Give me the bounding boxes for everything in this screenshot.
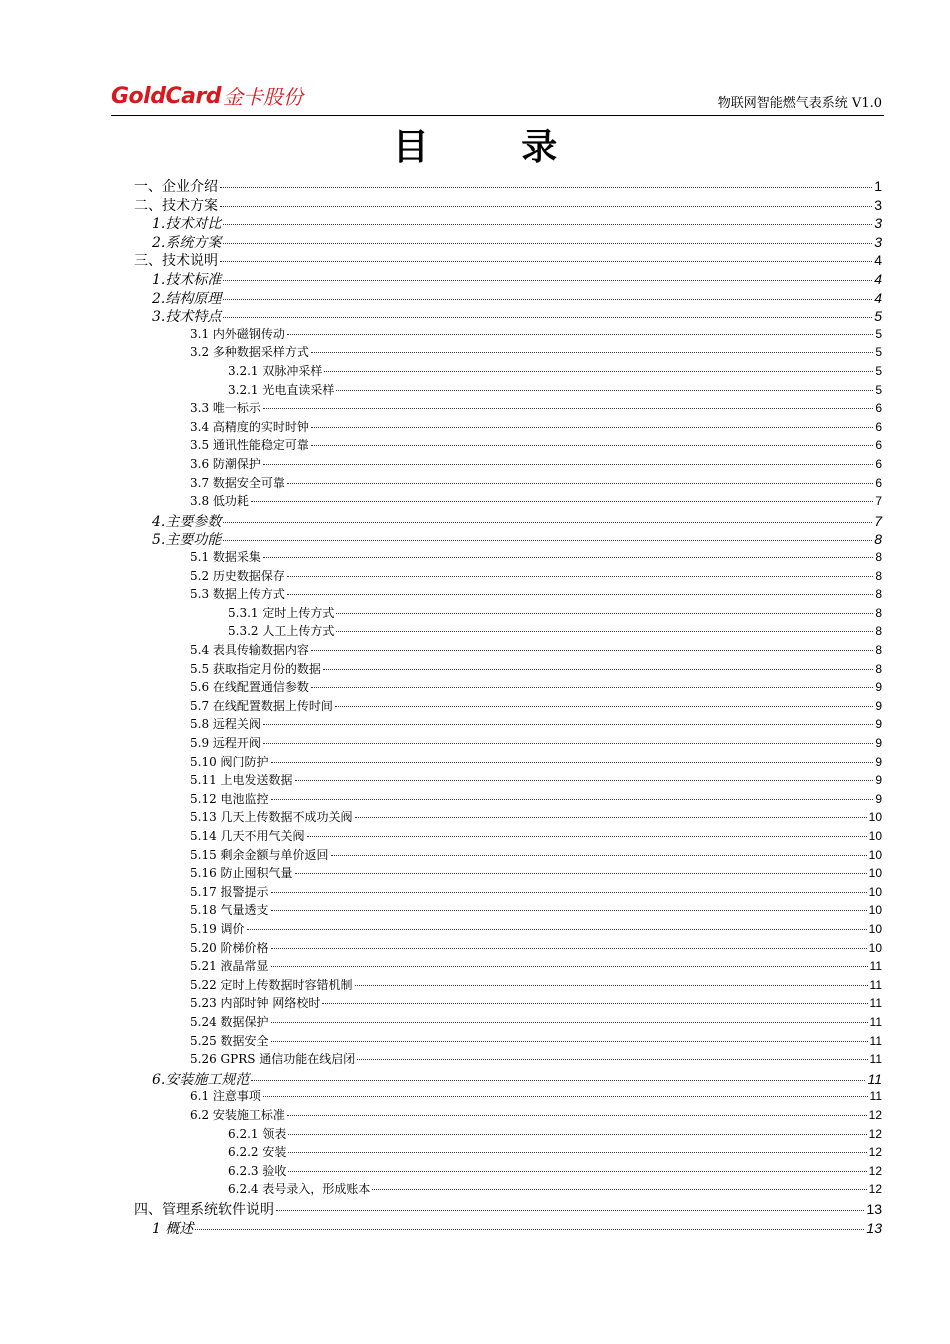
dot-leader xyxy=(271,799,874,800)
toc-entry-page-number: 7 xyxy=(875,494,882,509)
dot-leader xyxy=(271,948,867,949)
dot-leader xyxy=(372,1189,866,1190)
dot-leader xyxy=(263,1096,868,1097)
toc-entry[interactable] xyxy=(190,883,882,900)
toc-entry[interactable] xyxy=(228,1125,882,1142)
toc-entry[interactable] xyxy=(152,269,882,289)
toc-entry-page-number: 10 xyxy=(868,903,882,918)
toc-entry-page-number: 11 xyxy=(869,996,882,1011)
toc-entry-page-number: 5 xyxy=(874,308,882,325)
toc-entry[interactable] xyxy=(190,343,882,360)
toc-entry[interactable] xyxy=(190,846,882,863)
toc-entry-page-number: 11 xyxy=(869,977,882,992)
dot-leader xyxy=(263,557,873,558)
toc-entry-page-number: 9 xyxy=(875,791,882,806)
dot-leader xyxy=(271,1041,868,1042)
toc-entry-label: 5.18 气量透支 xyxy=(190,903,269,918)
toc-entry-label: 5.13 几天上传数据不成功关阀 xyxy=(190,810,353,825)
toc-entry-label: 5.12 电池监控 xyxy=(190,791,269,806)
toc-entry[interactable] xyxy=(190,715,882,732)
toc-entry-label: 二、技术方案 xyxy=(134,197,218,214)
toc-entry[interactable] xyxy=(152,306,882,326)
dot-leader xyxy=(223,299,872,300)
toc-entry-page-number: 12 xyxy=(868,1163,882,1178)
dot-leader xyxy=(287,594,873,595)
toc-entry-label: 3.2.1 光电直读采样 xyxy=(228,382,335,397)
dot-leader xyxy=(263,743,873,744)
toc-entry-label: 5.15 剩余金额与单价返回 xyxy=(190,847,329,862)
toc-entry[interactable] xyxy=(190,734,882,751)
dot-leader xyxy=(288,1171,866,1172)
toc-entry[interactable] xyxy=(152,288,882,308)
toc-entry-label: 一、企业介绍 xyxy=(134,179,218,195)
toc-entry[interactable] xyxy=(190,1032,882,1049)
dot-leader xyxy=(263,408,873,409)
toc-entry-page-number: 9 xyxy=(875,736,882,750)
dot-leader xyxy=(263,464,873,465)
toc-entry[interactable] xyxy=(190,1087,882,1104)
toc-entry-page-number: 11 xyxy=(867,1070,882,1087)
toc-entry[interactable] xyxy=(152,1218,882,1238)
toc-entry[interactable] xyxy=(190,678,882,695)
toc-entry-page-number: 6 xyxy=(875,475,882,490)
dot-leader xyxy=(271,1022,868,1023)
toc-entry[interactable] xyxy=(134,195,882,215)
dot-leader xyxy=(295,780,874,781)
dot-leader xyxy=(335,706,873,707)
dot-leader xyxy=(311,352,873,353)
dot-leader xyxy=(336,631,873,632)
toc-entry-page-number: 10 xyxy=(868,922,882,936)
dot-leader xyxy=(271,910,867,911)
toc-entry-page-number: 6 xyxy=(875,457,882,471)
toc-entry[interactable] xyxy=(228,604,882,621)
dot-leader xyxy=(271,762,874,763)
dot-leader xyxy=(276,1210,864,1211)
toc-entry-page-number: 6 xyxy=(875,438,882,453)
toc-entry-page-number: 6 xyxy=(875,401,882,416)
dot-leader xyxy=(271,966,868,967)
dot-leader xyxy=(251,501,873,502)
dot-leader xyxy=(223,540,872,541)
toc-entry-label: 5.14 几天不用气关阀 xyxy=(190,829,305,843)
toc-entry-page-number: 8 xyxy=(875,661,882,676)
logo-brand-text: GoldCard xyxy=(111,84,222,109)
toc-entry-page-number: 12 xyxy=(868,1182,882,1197)
toc-entry-page-number: 10 xyxy=(868,940,882,955)
toc-entry[interactable] xyxy=(190,1106,882,1123)
toc-entry-page-number: 8 xyxy=(875,550,882,564)
dot-leader xyxy=(311,427,873,428)
dot-leader xyxy=(263,724,873,725)
toc-entry-page-number: 12 xyxy=(868,1126,882,1141)
toc-entry-label: 5.10 阀门防护 xyxy=(190,754,269,769)
toc-entry-page-number: 11 xyxy=(869,1033,882,1048)
toc-entry-label: 5.19 调价 xyxy=(190,922,245,936)
toc-entry[interactable] xyxy=(190,418,882,435)
toc-entry[interactable] xyxy=(190,641,882,658)
toc-entry-page-number: 9 xyxy=(875,717,882,732)
toc-entry-page-number: 11 xyxy=(869,1052,882,1067)
toc-entry[interactable] xyxy=(190,920,882,937)
goldcard-logo xyxy=(111,82,303,110)
toc-entry[interactable] xyxy=(190,827,882,844)
toc-entry-label: 6.2.3 验收 xyxy=(228,1163,287,1178)
toc-entry-page-number: 6 xyxy=(875,419,882,434)
dot-leader xyxy=(287,576,873,577)
toc-entry[interactable] xyxy=(228,1162,882,1179)
toc-entry-page-number: 10 xyxy=(868,810,882,825)
toc-entry-label: 5.2 历史数据保存 xyxy=(190,568,285,583)
toc-entry[interactable] xyxy=(190,957,882,974)
toc-entry-page-number: 8 xyxy=(875,587,882,602)
toc-entry-label: 6.2.1 领表 xyxy=(228,1126,287,1141)
dot-leader xyxy=(220,261,872,262)
toc-entry-label: 5.21 液晶常显 xyxy=(190,959,269,974)
toc-entry-label: 5.1 数据采集 xyxy=(190,550,261,564)
dot-leader xyxy=(295,873,867,874)
dot-leader xyxy=(220,206,872,207)
toc-entry[interactable] xyxy=(190,1013,882,1030)
toc-entry[interactable] xyxy=(152,529,882,549)
toc-entry[interactable] xyxy=(190,753,882,770)
toc-entry-label: 5.6 在线配置通信参数 xyxy=(190,680,309,695)
toc-title: 目 录 xyxy=(392,127,558,168)
toc-entry-label: 3.7 数据安全可靠 xyxy=(190,475,285,490)
dot-leader xyxy=(288,1134,866,1135)
toc-entry-label: 1 概述 xyxy=(152,1220,194,1237)
toc-entry-label: 5.7 在线配置数据上传时间 xyxy=(190,698,333,713)
dot-leader xyxy=(287,483,873,484)
toc-entry-label: 5.9 远程开阀 xyxy=(190,736,261,750)
toc-entry-label: 3.5 通讯性能稳定可靠 xyxy=(190,438,309,453)
toc-entry[interactable] xyxy=(190,455,882,472)
toc-entry-page-number: 8 xyxy=(874,531,882,548)
toc-entry-page-number: 5 xyxy=(875,345,882,360)
toc-entry-page-number: 10 xyxy=(868,829,882,843)
toc-entry-label: 2.结构原理 xyxy=(152,290,222,307)
toc-entry[interactable] xyxy=(190,901,882,918)
dot-leader xyxy=(324,371,873,372)
toc-entry-page-number: 11 xyxy=(869,959,882,974)
toc-entry-page-number: 5 xyxy=(875,382,882,397)
toc-entry-label: 三、技术说明 xyxy=(134,253,218,270)
toc-entry-label: 3.6 防潮保护 xyxy=(190,457,261,471)
toc-entry-page-number: 5 xyxy=(875,326,882,341)
dot-leader xyxy=(307,836,867,837)
toc-entry-page-number: 9 xyxy=(875,773,882,788)
toc-entry-label: 3.8 低功耗 xyxy=(190,494,249,509)
toc-entry[interactable] xyxy=(190,474,882,491)
toc-entry[interactable] xyxy=(190,697,882,714)
dot-leader xyxy=(247,929,867,930)
dot-leader xyxy=(287,334,873,335)
toc-entry[interactable] xyxy=(190,492,882,509)
toc-entry[interactable] xyxy=(190,1050,882,1067)
toc-entry-label: 6.2.2 安装 xyxy=(228,1145,287,1160)
toc-entry-page-number: 9 xyxy=(875,754,882,769)
toc-entry-label: 5.24 数据保护 xyxy=(190,1015,269,1029)
toc-entry[interactable] xyxy=(190,864,882,881)
toc-entry-page-number: 12 xyxy=(868,1108,882,1122)
toc-entry-label: 5.25 数据安全 xyxy=(190,1033,269,1048)
toc-entry[interactable] xyxy=(134,176,882,196)
toc-entry-label: 5.3.1 定时上传方式 xyxy=(228,605,335,620)
dot-leader xyxy=(323,669,873,670)
toc-entry-label: 5.3.2 人工上传方式 xyxy=(228,624,335,639)
toc-entry-label: 5.3 数据上传方式 xyxy=(190,587,285,602)
dot-leader xyxy=(271,892,867,893)
toc-entry-page-number: 8 xyxy=(875,643,882,657)
toc-entry[interactable] xyxy=(190,325,882,342)
dot-leader xyxy=(223,317,872,318)
toc-entry-label: 5.16 防止囤积气量 xyxy=(190,866,293,881)
toc-entry-label: 5.11 上电发送数据 xyxy=(190,773,293,788)
toc-entry-page-number: 11 xyxy=(869,1089,882,1104)
toc-entry[interactable] xyxy=(190,660,882,677)
dot-leader xyxy=(355,985,868,986)
dot-leader xyxy=(220,187,872,188)
toc-entry[interactable] xyxy=(190,939,882,956)
dot-leader xyxy=(223,522,872,523)
toc-entry-page-number: 9 xyxy=(875,680,882,695)
toc-entry-label: 3.1 内外磁钢传动 xyxy=(190,326,285,341)
toc-entry[interactable] xyxy=(228,1143,882,1160)
toc-entry[interactable] xyxy=(190,771,882,788)
toc-entry-label: 5.主要功能 xyxy=(152,532,222,549)
toc-entry[interactable] xyxy=(190,567,882,584)
toc-entry-page-number: 8 xyxy=(875,605,882,620)
toc-entry[interactable] xyxy=(190,790,882,807)
dot-leader xyxy=(311,650,873,651)
toc-entry-page-number: 7 xyxy=(874,512,882,529)
toc-entry-label: 5.4 表具传输数据内容 xyxy=(190,643,309,657)
toc-entry-label: 3.4 高精度的实时时钟 xyxy=(190,419,309,434)
toc-entry[interactable] xyxy=(152,511,882,531)
toc-entry-label: 6.2.4 表号录入，形成账本 xyxy=(228,1182,371,1197)
dot-leader xyxy=(331,855,867,856)
dot-leader xyxy=(355,817,867,818)
dot-leader xyxy=(322,1003,867,1004)
toc-entry[interactable] xyxy=(190,994,882,1011)
toc-entry-page-number: 4 xyxy=(874,271,882,287)
toc-entry-label: 6.1 注意事项 xyxy=(190,1089,261,1104)
toc-entry[interactable] xyxy=(228,1180,882,1197)
toc-entry-label: 1.技术标准 xyxy=(152,272,222,288)
document-title: 物联网智能燃气表系统 V1.0 xyxy=(717,96,882,111)
toc-entry-label: 5.22 定时上传数据时容错机制 xyxy=(190,977,353,992)
toc-entry[interactable] xyxy=(190,808,882,825)
toc-entry[interactable] xyxy=(190,548,882,565)
toc-entry-page-number: 13 xyxy=(866,1219,882,1236)
dot-leader xyxy=(288,1152,866,1153)
toc-entry[interactable] xyxy=(134,250,882,270)
toc-entry-label: 6.2 安装施工标准 xyxy=(190,1108,285,1122)
toc-entry-page-number: 9 xyxy=(875,698,882,713)
toc-entry-page-number: 3 xyxy=(874,215,882,232)
toc-entry-label: 1.技术对比 xyxy=(152,216,222,233)
dot-leader xyxy=(336,613,873,614)
toc-entry[interactable] xyxy=(228,362,882,379)
toc-entry[interactable] xyxy=(190,976,882,993)
toc-entry-page-number: 3 xyxy=(874,233,882,250)
toc-entry-label: 2.系统方案 xyxy=(152,234,222,251)
toc-entry-label: 四、管理系统软件说明 xyxy=(134,1202,274,1218)
toc-entry[interactable] xyxy=(228,622,882,639)
toc-entry-page-number: 12 xyxy=(868,1145,882,1160)
toc-entry[interactable] xyxy=(152,232,882,252)
page-header xyxy=(111,80,884,116)
toc-entry-label: 3.技术特点 xyxy=(152,309,222,326)
dot-leader xyxy=(223,243,872,244)
dot-leader xyxy=(223,280,872,281)
dot-leader xyxy=(223,224,872,225)
dot-leader xyxy=(311,445,873,446)
toc-entry-page-number: 13 xyxy=(866,1201,882,1217)
toc-entry[interactable] xyxy=(190,399,882,416)
toc-entry-page-number: 8 xyxy=(875,568,882,583)
dot-leader xyxy=(251,1080,865,1081)
dot-leader xyxy=(287,1115,867,1116)
toc-entry-label: 5.20 阶梯价格 xyxy=(190,940,269,955)
toc-entry-label: 6.安装施工规范 xyxy=(152,1071,250,1088)
toc-entry[interactable] xyxy=(152,1069,882,1089)
dot-leader xyxy=(195,1229,864,1230)
toc-entry[interactable] xyxy=(190,436,882,453)
toc-entry-page-number: 1 xyxy=(874,178,882,194)
toc-entry-label: 5.26 GPRS 通信功能在线启闭 xyxy=(190,1052,356,1067)
toc-entry-label: 4.主要参数 xyxy=(152,513,222,530)
toc-entry-label: 5.5 获取指定月份的数据 xyxy=(190,661,321,676)
toc-entry-label: 3.3 唯一标示 xyxy=(190,401,261,416)
toc-entry-page-number: 8 xyxy=(875,624,882,639)
toc-entry-page-number: 10 xyxy=(868,884,882,899)
toc-entry-page-number: 4 xyxy=(874,289,882,306)
toc-entry-label: 3.2.1 双脉冲采样 xyxy=(228,364,323,378)
dot-leader xyxy=(357,1059,867,1060)
toc-entry-label: 5.8 远程关阀 xyxy=(190,717,261,732)
toc-entry[interactable] xyxy=(190,585,882,602)
toc-entry-page-number: 10 xyxy=(868,866,882,881)
toc-entry-page-number: 4 xyxy=(874,252,882,269)
toc-entry-label: 5.17 报警提示 xyxy=(190,884,269,899)
dot-leader xyxy=(311,687,873,688)
toc-entry-page-number: 5 xyxy=(875,364,882,378)
toc-entry[interactable] xyxy=(152,213,882,233)
dot-leader xyxy=(336,390,873,391)
toc-entry[interactable] xyxy=(134,1199,882,1219)
toc-entry-page-number: 11 xyxy=(869,1015,882,1029)
toc-entry-label: 3.2 多种数据采样方式 xyxy=(190,345,309,360)
toc-entry-page-number: 10 xyxy=(868,847,882,862)
logo-chinese-text: 金卡股份 xyxy=(223,85,304,109)
toc-entry[interactable] xyxy=(228,381,882,398)
toc-entry-page-number: 3 xyxy=(874,196,882,213)
toc-entry-label: 5.23 内部时钟 网络校时 xyxy=(190,996,321,1011)
